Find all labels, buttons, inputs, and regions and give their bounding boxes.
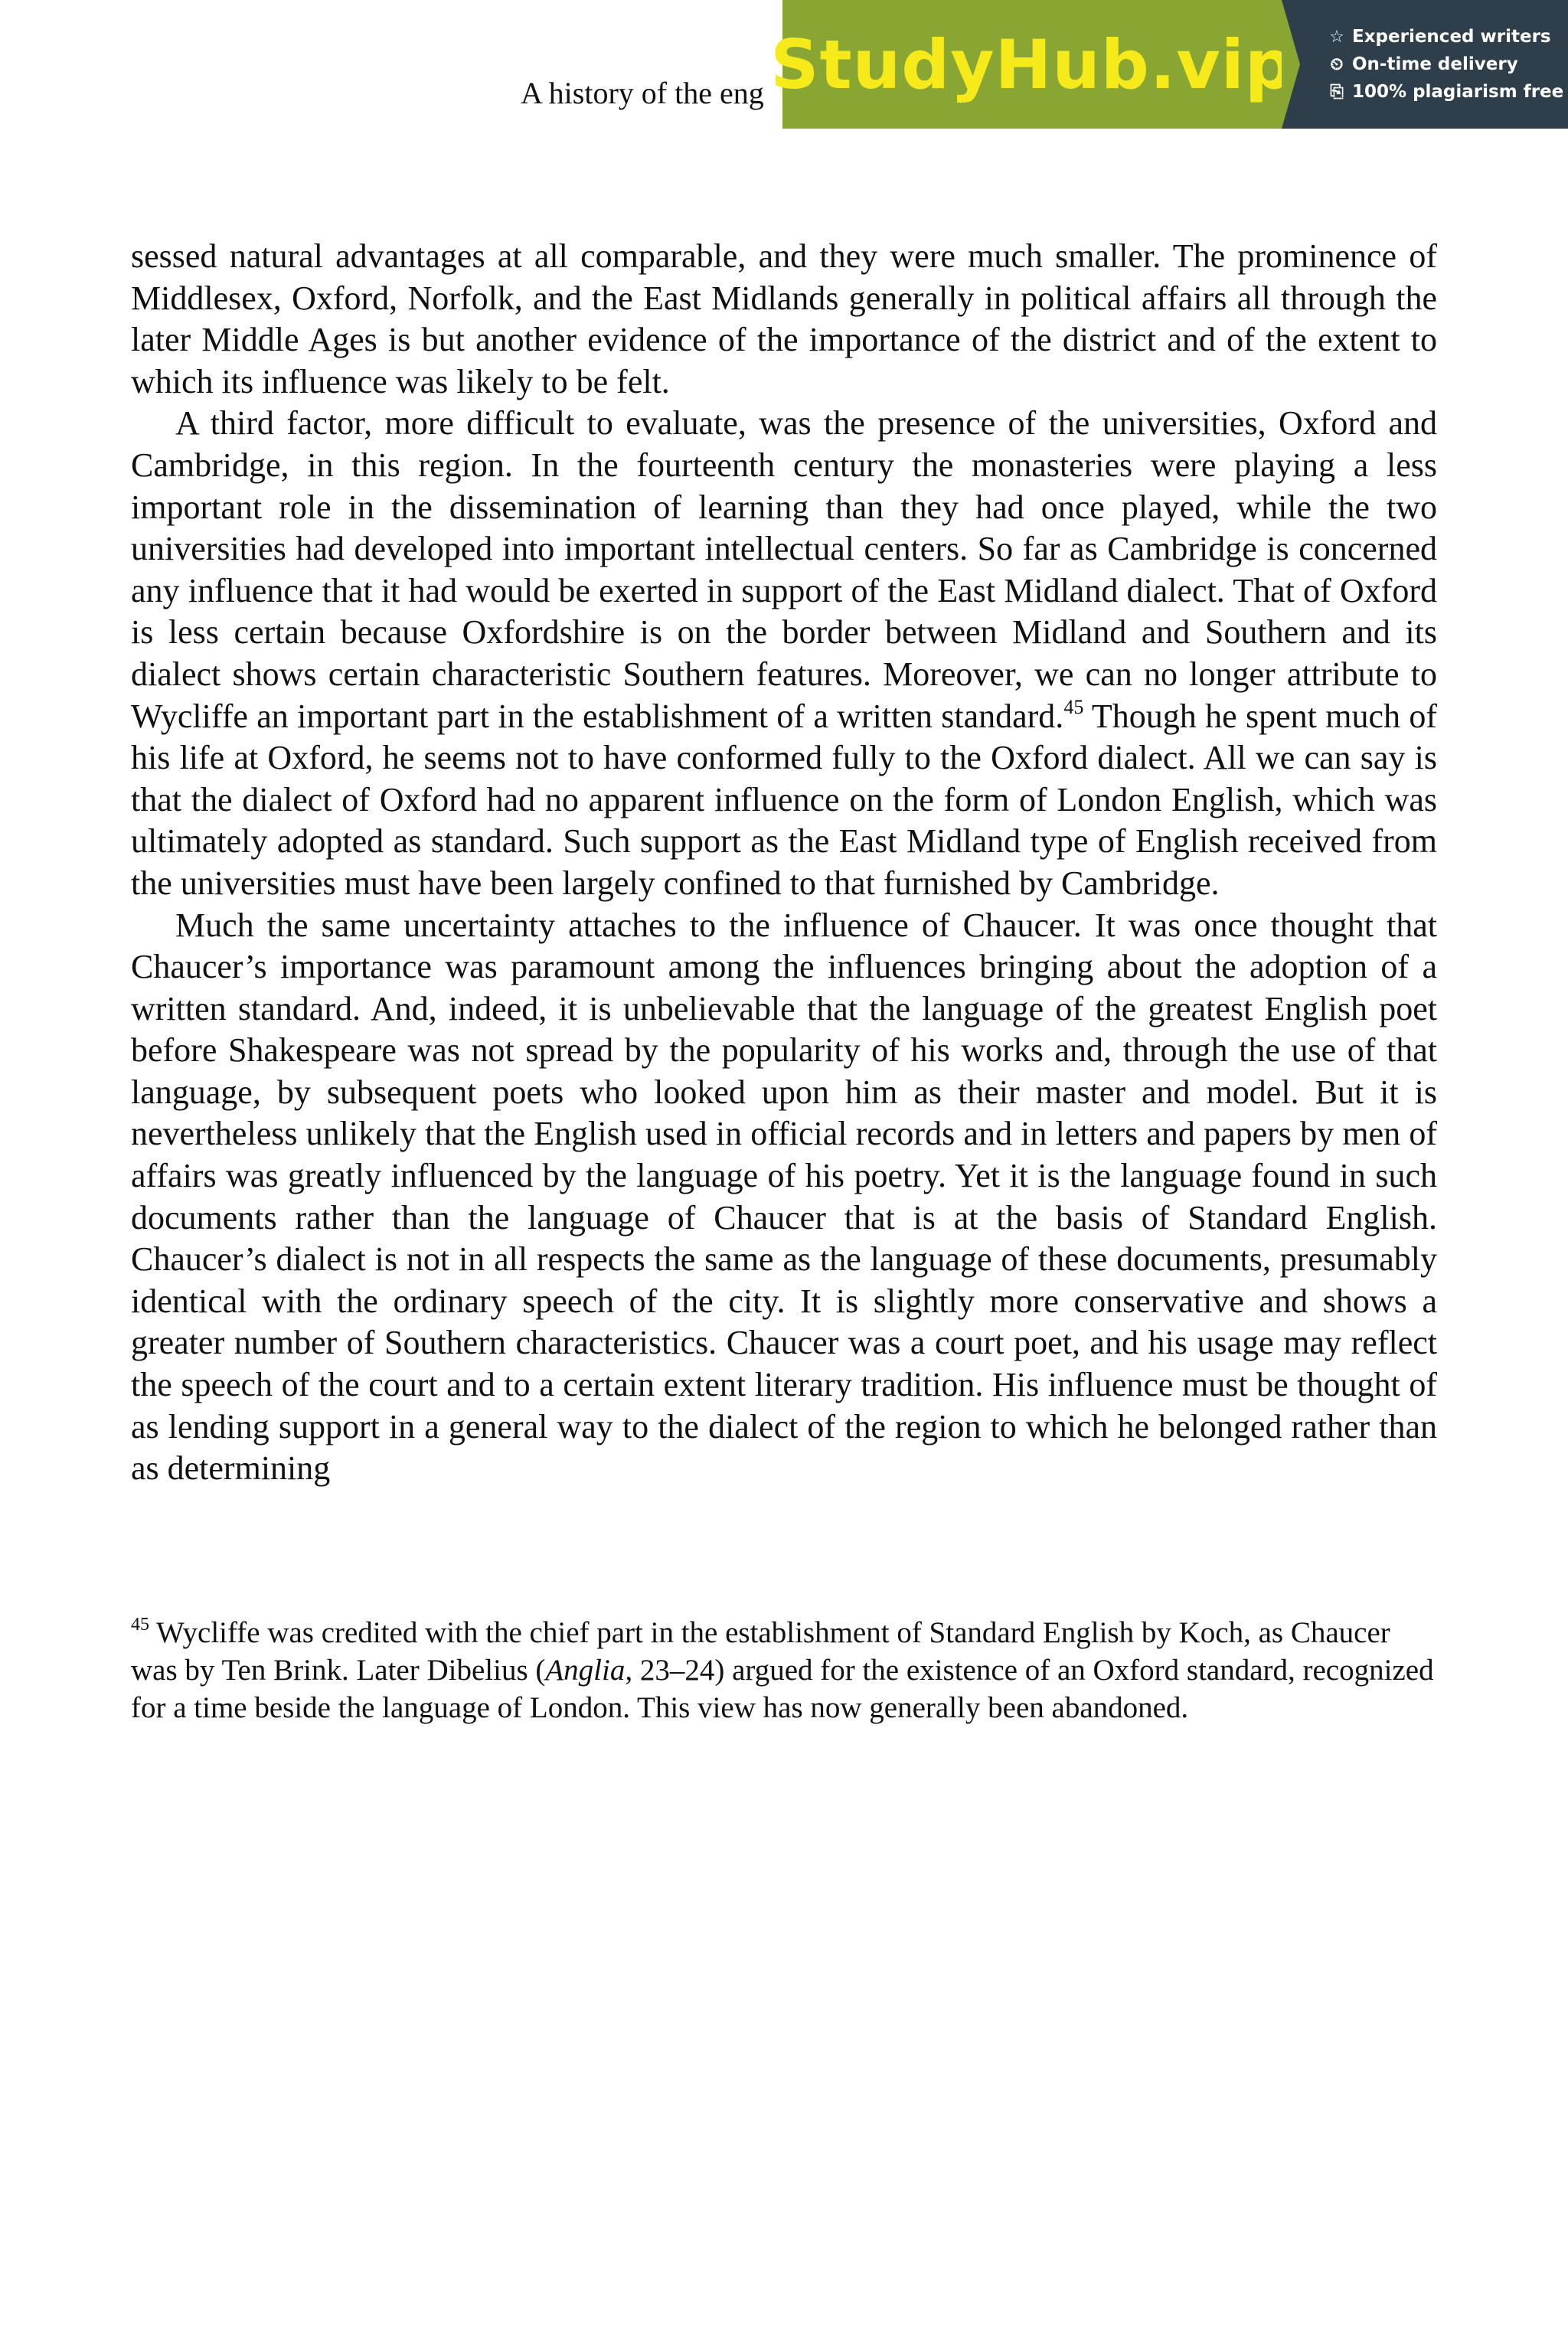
paragraph-1: sessed natural advantages at all comparable, and they were much smaller. The prominence of Middlesex, Oxford, Norfolk, and the East Midlands generally in political affairs all through the later Middle Ages is but another evidence of the importance of the district and of the extent to which its influence was likely to be felt. [131,237,1437,400]
body-text [131,236,1437,1490]
paragraph-3: Much the same uncertainty attaches to the influence of Chaucer. It was once thought that Chaucer’s importance was paramount among the influences bringing about the adoption of a written standard. And, indeed, it is unbelievable that the language of the greatest English poet before Shakespeare was not spread by the popularity of his works and, through the use of that language, by subsequent poets who looked upon him as their master and model. But it is nevertheless unlikely that the English used in official records and in letters and papers by men of affairs was greatly influenced by the language of his poetry. Yet it is the language found in such documents rather than the language of Chaucer that is at the basis of Standard English. Chaucer’s dialect is not in all respects the same as the language of these documents, presumably identical with the ordinary speech of the city. It is slightly more conservative and shows a greater number of Southern characteristics. Chaucer was a court poet, and his usage may reflect the speech of the court and to a certain extent literary tradition. His influence must be thought of as lending support in a general way to the dialect of the region to which he belonged rather than as determining [131,906,1437,1488]
paragraph-2 [131,403,1437,904]
banner-features [1282,0,1568,129]
paragraph-2-part-1: A third factor, more difficult to evaluate, was the presence of the universities, Oxford and Cambridge, in this region. In the fourteenth century the monasteries were playing a less important role in the dissemination of learning than they had once played, while the two universities had developed into important intellectual centers. So far as Cambridge is concerned any influence that it had would be exerted in support of the East Midland dialect. That of Oxford is less certain because Oxfordshire is on the border between Midland and Southern and its dialect shows certain characteristic Southern features. Moreover, we can no longer attribute to Wycliffe an important part in the establishment of a written standard. [131,404,1437,735]
feature-experienced-writers [1328,27,1568,47]
footnote-ref-45[interactable]: 45 [1063,695,1084,718]
shield-check-icon: ⎘ [1330,82,1344,102]
studyhub-banner[interactable] [770,0,1568,129]
footnote-italic-title: Anglia, [545,1654,633,1687]
feature-label: 100% plagiarism free [1352,82,1564,102]
footnote-text-part-1: Wycliffe was credited with the chief part in the establishment of Standard English by Koch, as Chaucer was by Ten Brink. Later Dibelius ( [131,1616,1390,1687]
footnote-text-part-2: 23–24) argued for the existence of an Oxford standard, recognized for a time beside the language of London. This view has now generally been abandoned. [131,1654,1434,1724]
footnote-45 [131,1614,1437,1726]
studyhub-logo[interactable]: StudyHub.vip [782,0,1282,129]
footnotes [131,1614,1437,1726]
star-icon: ☆ [1329,27,1344,47]
clock-icon: ⏲ [1330,54,1344,74]
running-header: A history of the eng [521,76,764,110]
feature-plagiarism-free [1328,82,1568,102]
paragraph-2-part-2: Though he spent much of his life at Oxford, he seems not to have conformed fully to the Oxford dialect. All we can say is that the dialect of Oxford had no apparent influence on the form of London English, which was ultimately adopted as standard. Such support as the East Midland type of English received from the universities must have been largely confined to that furnished by Cambridge. [131,697,1437,902]
footnote-number: 45 [131,1615,149,1635]
feature-label: On-time delivery [1352,54,1518,74]
feature-label: Experienced writers [1352,27,1551,47]
feature-on-time-delivery [1328,54,1568,74]
